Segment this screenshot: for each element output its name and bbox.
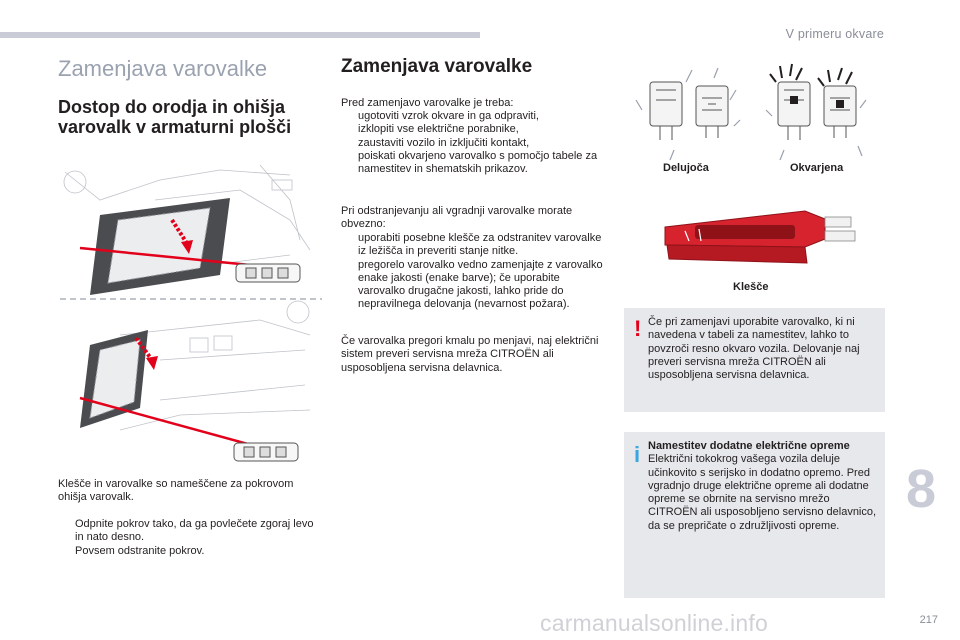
list-item: izklopiti vse električne porabnike, <box>358 123 519 136</box>
info-note <box>624 432 885 598</box>
chapter-number: 8 <box>906 459 937 519</box>
fuse-comparison-illustration <box>630 60 880 170</box>
middle-intro: Pred zamenjavo varovalke je treba: <box>341 97 514 109</box>
section-title: Zamenjava varovalke <box>58 56 268 81</box>
page-number: 217 <box>919 614 938 626</box>
warning-text: Če pri zamenjavi uporabite varovalko, ki ni navedena v tabeli za namestitev, lahko to povzroči resno okvaro vozila. Delovanje naj preveri servisna mreža CITROËN ali usposobljena servisna delavnica. <box>648 316 860 382</box>
left-heading: Dostop do orodja in ohišja varovalk v armaturni plošči <box>58 97 292 137</box>
list-item: Odpnite pokrov tako, da ga povlečete zgoraj levo in nato desno. <box>75 518 314 544</box>
list-item: pregorelo varovalko vedno zamenjajte z varovalko enake jakosti (enake barve); če uporabite varovalko drugačne jakosti, lahko pride do nepravilnega delovanja (nevarnost požara). <box>358 258 603 311</box>
removal-intro: Pri odstranjevanju ali vgradnji varovalke morate obvezno: <box>341 205 573 231</box>
header-bar <box>0 32 480 38</box>
middle-closing: Če varovalka pregori kmalu po menjavi, naj električni sistem preveri servisna mreža CITROËN ali usposobljena servisna delavnica. <box>341 335 599 374</box>
list-item: uporabiti posebne klešče za odstranitev varovalke iz ležišča in preveriti stanje nitke. <box>358 232 602 258</box>
middle-heading: Zamenjava varovalke <box>341 56 533 77</box>
warning-note <box>624 308 885 412</box>
dashboard-fusebox-illustration <box>60 160 322 472</box>
list-item: poiskati okvarjeno varovalko s pomočjo tabele za namestitev in shematskih prikazov. <box>358 149 598 176</box>
info-title: Namestitev dodatne električne opreme <box>648 440 850 452</box>
pliers-label: Klešče <box>733 281 769 293</box>
info-icon: i <box>634 442 641 467</box>
fuse-blown-label: Okvarjena <box>790 162 844 174</box>
removal-step-list <box>341 232 606 312</box>
watermark: carmanualsonline.info <box>540 610 768 636</box>
fuse-working-label: Delujoča <box>663 162 709 174</box>
chapter-label: V primeru okvare <box>785 27 884 41</box>
left-step-list <box>58 518 323 558</box>
before-step-list <box>341 110 606 176</box>
list-item: Povsem odstranite pokrov. <box>75 544 205 557</box>
list-item: zaustaviti vozilo in izključiti kontakt, <box>358 136 530 149</box>
info-text: Električni tokokrog vašega vozila deluje učinkovito s serijsko in dodatno opremo. Pred vgradnjo druge električne opreme ali dodatne opreme se obrnite na servisno mrežo CITROËN ali usposobljeno servisno delavnico, da se prepričate o združljivosti opreme. <box>648 453 877 532</box>
warning-icon: ! <box>634 316 642 341</box>
list-item: ugotoviti vzrok okvare in ga odpraviti, <box>358 110 539 122</box>
pliers-illustration <box>655 205 865 270</box>
left-caption: Klešče in varovalke so nameščene za pokrovom ohišja varovalk. <box>58 478 294 504</box>
